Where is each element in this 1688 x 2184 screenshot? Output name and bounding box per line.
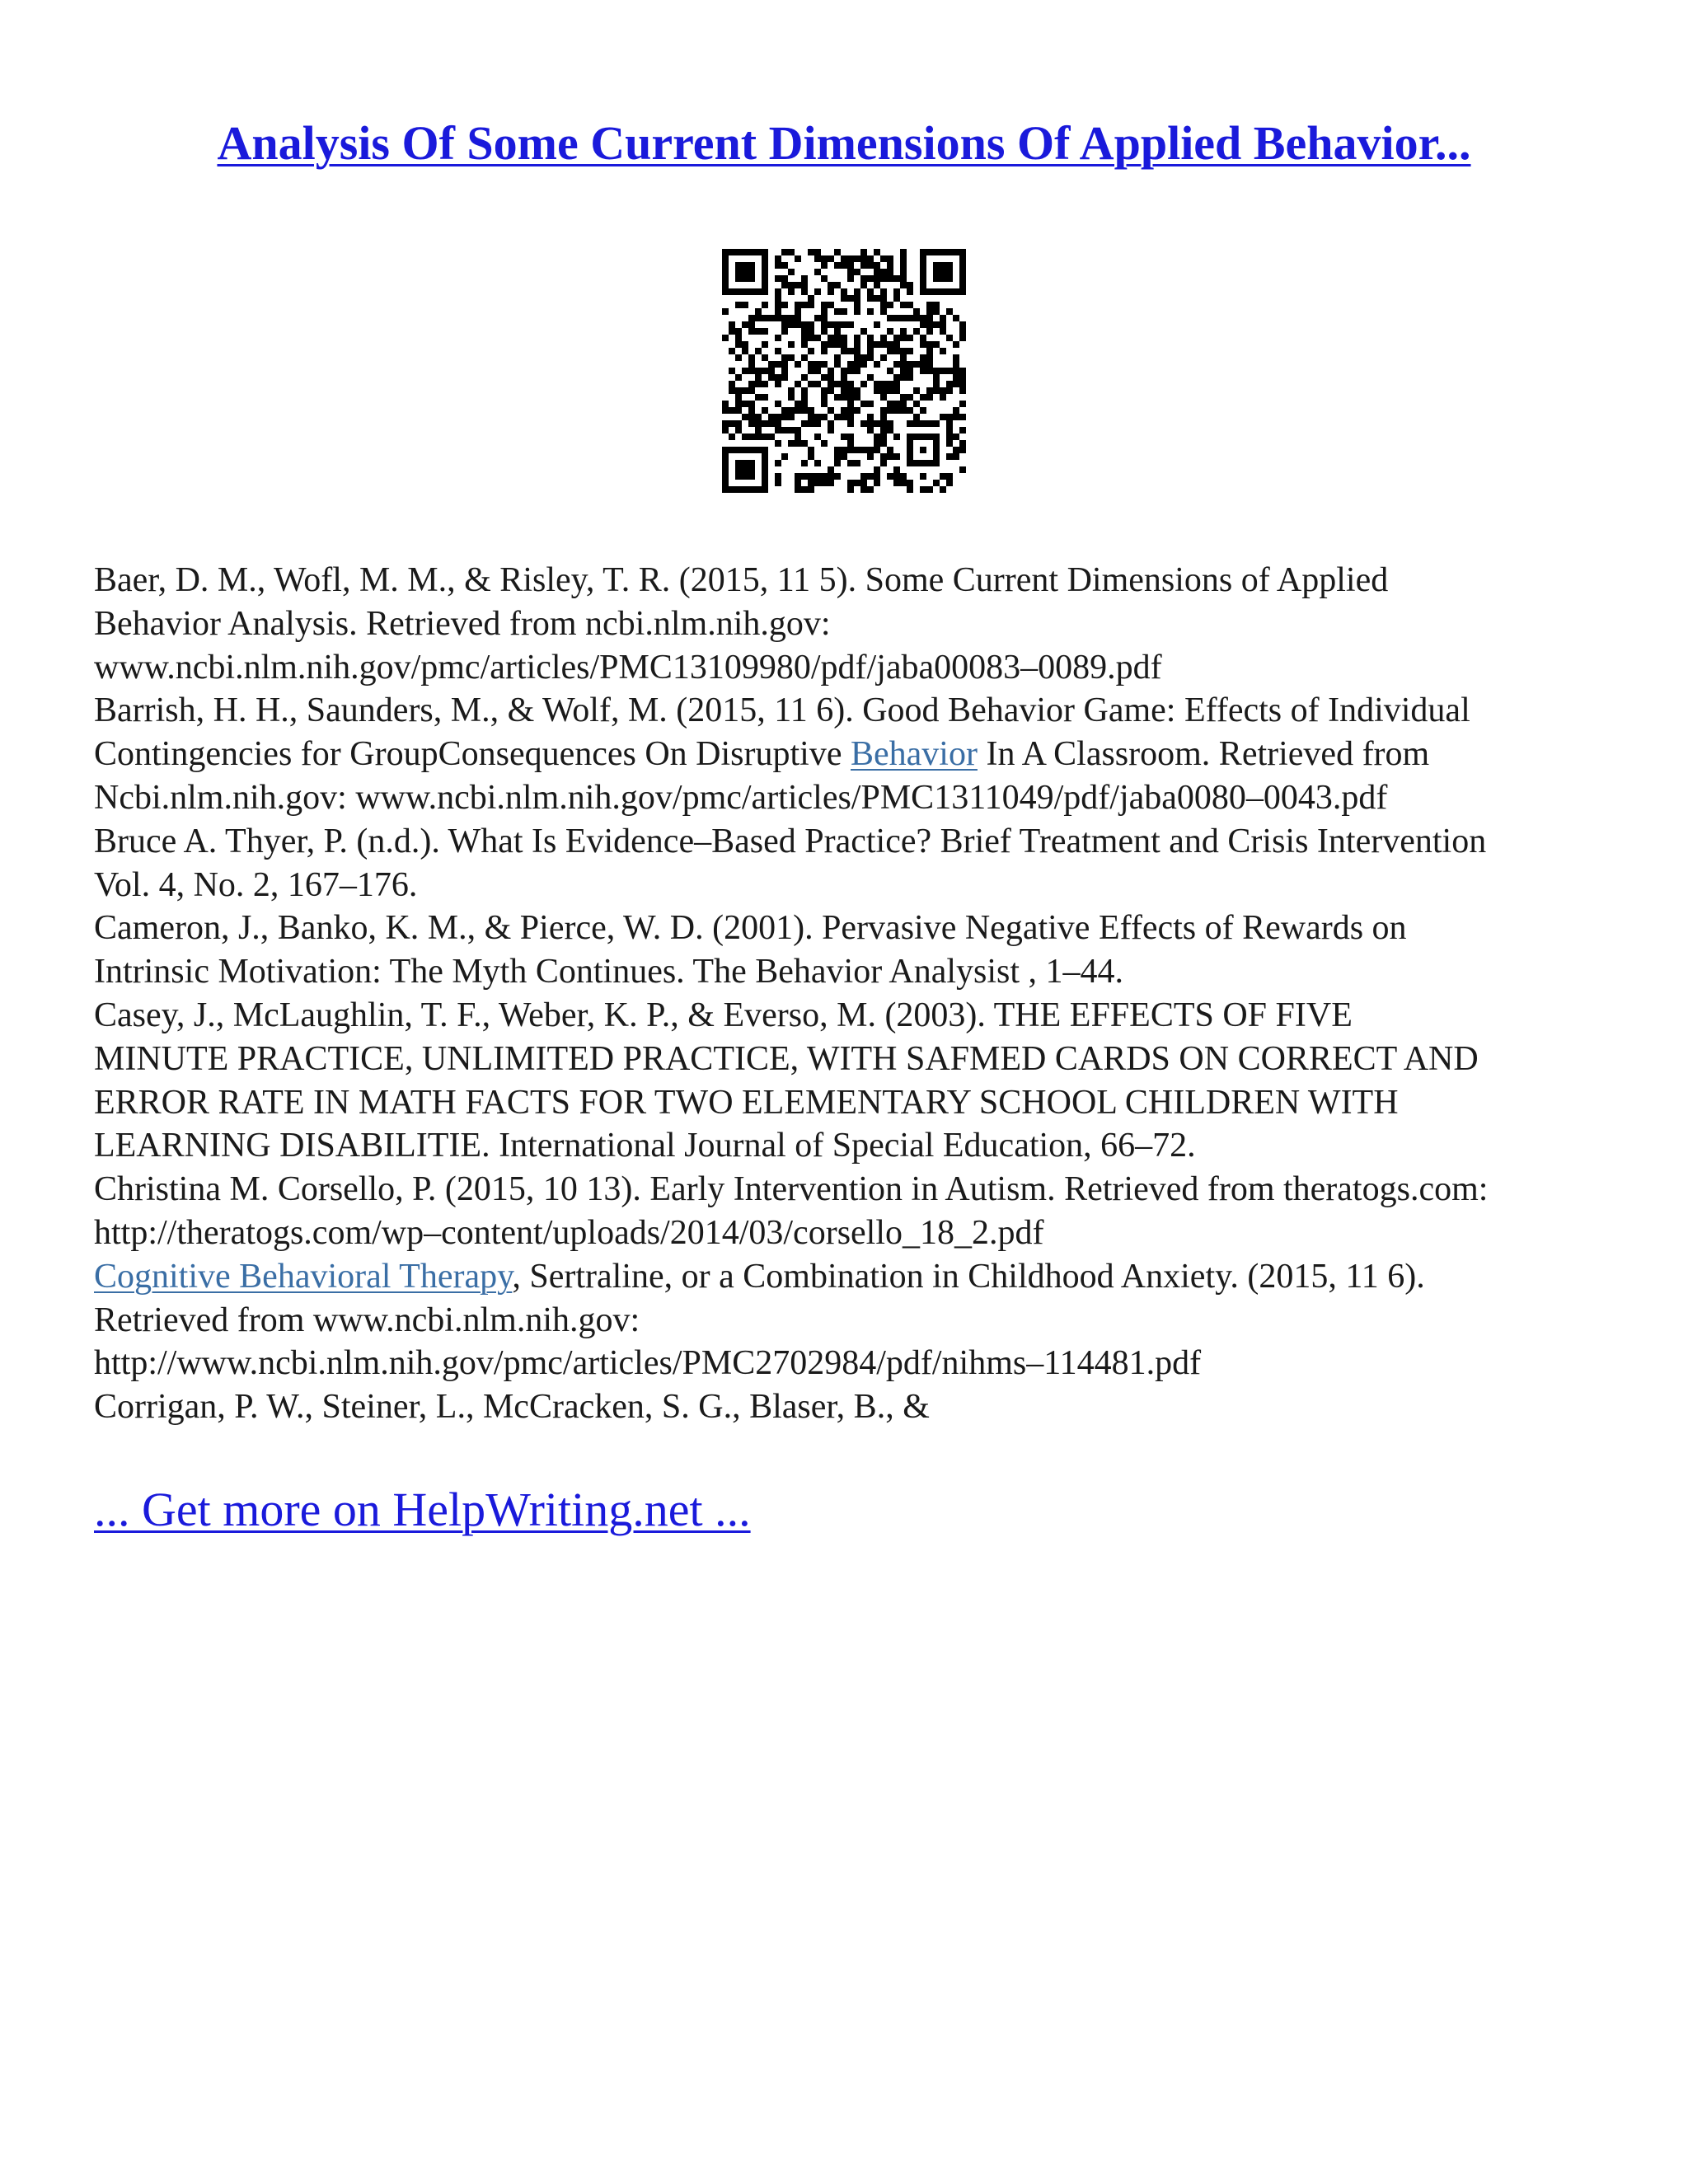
reference-line: Bruce A. Thyer, P. (n.d.). What Is Evidence–Based Practice? Brief Treatment and Crisis Intervention: [94, 822, 1487, 860]
reference-text: In A Classroom. Retrieved from: [977, 735, 1430, 774]
reference-line: Intrinsic Motivation: The Myth Continues. The Behavior Analysist , 1–44.: [94, 953, 1124, 991]
reference-line: LEARNING DISABILITIE. International Journal of Special Education, 66–72.: [94, 1127, 1196, 1165]
reference-line: Corrigan, P. W., Steiner, L., McCracken, S. G., Blaser, B., &: [94, 1388, 930, 1427]
reference-line: Barrish, H. H., Saunders, M., & Wolf, M. (2015, 11 6). Good Behavior Game: Effects of Individual: [94, 691, 1470, 730]
reference-line: Retrieved from www.ncbi.nlm.nih.gov:: [94, 1301, 640, 1339]
behavior-link[interactable]: Behavior: [851, 735, 978, 774]
reference-line: ERROR RATE IN MATH FACTS FOR TWO ELEMENTARY SCHOOL CHILDREN WITH: [94, 1083, 1399, 1122]
page-title-container: [0, 115, 1688, 171]
reference-text: , Sertraline, or a Combination in Childhood Anxiety. (2015, 11 6).: [512, 1257, 1425, 1296]
reference-text: Contingencies for GroupConsequences On Disruptive: [94, 735, 851, 774]
reference-line: http://theratogs.com/wp–content/uploads/2014/03/corsello_18_2.pdf: [94, 1213, 1044, 1252]
get-more-link[interactable]: ... Get more on HelpWriting.net ...: [94, 1483, 751, 1536]
page-title-link[interactable]: Analysis Of Some Current Dimensions Of Applied Behavior...: [217, 116, 1471, 170]
reference-line: MINUTE PRACTICE, UNLIMITED PRACTICE, WITH SAFMED CARDS ON CORRECT AND: [94, 1039, 1479, 1078]
qr-code-icon: [722, 249, 966, 493]
reference-line: Baer, D. M., Wofl, M. M., & Risley, T. R. (2015, 11 5). Some Current Dimensions of Applied: [94, 561, 1389, 599]
reference-line: Vol. 4, No. 2, 167–176.: [94, 865, 418, 904]
reference-line: Casey, J., McLaughlin, T. F., Weber, K. P., & Everso, M. (2003). THE EFFECTS OF FIVE: [94, 996, 1353, 1034]
reference-line: www.ncbi.nlm.nih.gov/pmc/articles/PMC13109980/pdf/jaba00083–0089.pdf: [94, 648, 1162, 687]
references-list: [94, 559, 1611, 1429]
reference-line: Christina M. Corsello, P. (2015, 10 13). Early Intervention in Autism. Retrieved from theratogs.com:: [94, 1170, 1489, 1209]
reference-line: Ncbi.nlm.nih.gov: www.ncbi.nlm.nih.gov/pmc/articles/PMC1311049/pdf/jaba0080–0043.pdf: [94, 778, 1388, 817]
reference-line: [94, 1255, 1611, 1299]
cognitive-behavioral-therapy-link[interactable]: Cognitive Behavioral Therapy: [94, 1257, 513, 1296]
reference-line: http://www.ncbi.nlm.nih.gov/pmc/articles/PMC2702984/pdf/nihms–114481.pdf: [94, 1344, 1202, 1383]
reference-line: [94, 733, 1611, 776]
reference-line: Cameron, J., Banko, K. M., & Pierce, W. D. (2001). Pervasive Negative Effects of Rewards on: [94, 909, 1407, 948]
reference-line: Behavior Analysis. Retrieved from ncbi.nlm.nih.gov:: [94, 604, 831, 643]
